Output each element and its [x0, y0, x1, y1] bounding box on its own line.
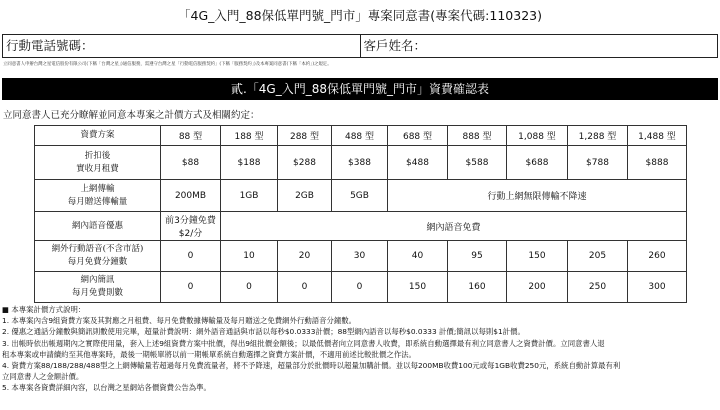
plan-header: 888 型 — [448, 126, 507, 146]
row-label: 折扣後 實收月租費 — [35, 146, 161, 180]
rate-cell: 200 — [507, 272, 568, 303]
rate-cell: 20 — [278, 241, 332, 272]
rate-table-header-label: 資費方案 — [35, 126, 161, 146]
rate-cell: 0 — [278, 272, 332, 303]
plan-header: 1,288 型 — [568, 126, 628, 146]
rate-span-cell: 行動上網無限傳輸不降速 — [388, 180, 687, 212]
rate-cell: $388 — [332, 146, 388, 180]
row-label: 網內語音優惠 — [35, 212, 161, 241]
rate-cell: 前3分鐘免費 $2/分 — [161, 212, 221, 241]
note-line: 5. 本專案各資費詳細內容，以台灣之星網站各價資費公告為準。 — [2, 383, 211, 393]
rate-cell: $688 — [507, 146, 568, 180]
note-line: 2. 優惠之通話分鐘數與簡訊則數使用完畢，超量計費說明：網外語音通話與市話以每秒$0.0333計價；88型網內語音以每秒$0.0333 計價;簡訊以每則$1計價。 — [2, 327, 525, 337]
rate-table-row — [35, 180, 687, 212]
rate-cell: 300 — [628, 272, 687, 303]
rate-cell: 30 — [332, 241, 388, 272]
note-line: 立同意書人之金額計價。 — [2, 372, 84, 382]
rate-span-cell: 網內語音免費 — [221, 212, 687, 241]
customer-info-box — [2, 34, 718, 58]
rate-table-row — [35, 272, 687, 303]
terms-fine-print: 立同意書人申辦台灣之星電信股份有限公司(下稱「台灣之星」)通信服務，需遵守台灣之星「行動電信服務契約」(下稱「服務契約」)及本專案同意書(下稱「本約」)之規定。 — [3, 62, 332, 67]
section-title-bar: 貳.「4G_入門_88保低單門號_門市」資費確認表 — [2, 78, 718, 100]
rate-cell: 150 — [388, 272, 448, 303]
note-line: ■ 本專案計價方式說明： — [2, 305, 86, 314]
rate-cell: 150 — [507, 241, 568, 272]
row-label: 網內簡訊 每月免費則數 — [35, 272, 161, 303]
plan-header: 188 型 — [221, 126, 278, 146]
rate-cell: $488 — [388, 146, 448, 180]
rate-cell: 95 — [448, 241, 507, 272]
intro-text: 立同意書人已充分瞭解並同意本專案之計價方式及相關約定： — [3, 110, 260, 121]
page-title: 「4G_入門_88保低單門號_門市」專案同意書(專案代碼:110323) — [178, 8, 542, 23]
rate-cell: 10 — [221, 241, 278, 272]
rate-table — [34, 125, 687, 303]
rate-cell: 0 — [161, 272, 221, 303]
note-line: 1. 本專案內含9組資費方案及其對應之月租費、每月免費數據傳輸量及每月贈送之免費網外行動語音分鐘數。 — [2, 316, 357, 326]
plan-header: 1,488 型 — [628, 126, 687, 146]
plan-header: 288 型 — [278, 126, 332, 146]
note-line: 租本專案或申請續約至其他專案時，最後一期帳單將以前一期帳單系統自動選擇之資費方案計價，不適用前述比較批價之作法。 — [2, 349, 416, 359]
rate-cell: 200MB — [161, 180, 221, 212]
rate-cell: $188 — [221, 146, 278, 180]
rate-table-row — [35, 146, 687, 180]
rate-cell: 0 — [161, 241, 221, 272]
rate-cell: 205 — [568, 241, 628, 272]
rate-cell: $588 — [448, 146, 507, 180]
row-label: 上網傳輸 每月贈送傳輸量 — [35, 180, 161, 212]
rate-cell: 1GB — [221, 180, 278, 212]
rate-cell: $288 — [278, 146, 332, 180]
plan-header: 1,088 型 — [507, 126, 568, 146]
rate-cell: 160 — [448, 272, 507, 303]
rate-cell: 40 — [388, 241, 448, 272]
customer-name-field[interactable]: 客戶姓名： — [360, 35, 718, 57]
rate-table-row — [35, 241, 687, 272]
rate-cell: $88 — [161, 146, 221, 180]
note-line: 4. 資費方案88/188/288/488型之上網傳輸量若超過每月免費流量者，將不予降速，超量部分於批價時以超量加購計價。並以每200MB收費100元或每1GB收費250元，系統自動計算最有利 — [2, 361, 621, 371]
rate-cell: 2GB — [278, 180, 332, 212]
rate-cell: 260 — [628, 241, 687, 272]
plan-header: 488 型 — [332, 126, 388, 146]
plan-header: 688 型 — [388, 126, 448, 146]
mobile-number-field[interactable]: 行動電話號碼： — [6, 38, 94, 53]
rate-cell: 0 — [221, 272, 278, 303]
rate-table-row — [35, 212, 687, 241]
rate-cell: 250 — [568, 272, 628, 303]
calculation-notes — [2, 304, 718, 394]
row-label: 網外行動語音(不含市話) 每月免費分鐘數 — [35, 241, 161, 272]
note-line: 3. 出帳時依出帳週期內之實際使用量，套入上述9組資費方案中批價，得出9組批價金額後；以最低價者向立同意書人收費，即系統自動選擇最有利立同意書人之資費計價。立同意書人退 — [2, 338, 605, 348]
rate-cell: 5GB — [332, 180, 388, 212]
plan-header: 88 型 — [161, 126, 221, 146]
rate-cell: $888 — [628, 146, 687, 180]
rate-cell: 0 — [332, 272, 388, 303]
rate-table-header-row — [35, 126, 687, 146]
rate-cell: $788 — [568, 146, 628, 180]
